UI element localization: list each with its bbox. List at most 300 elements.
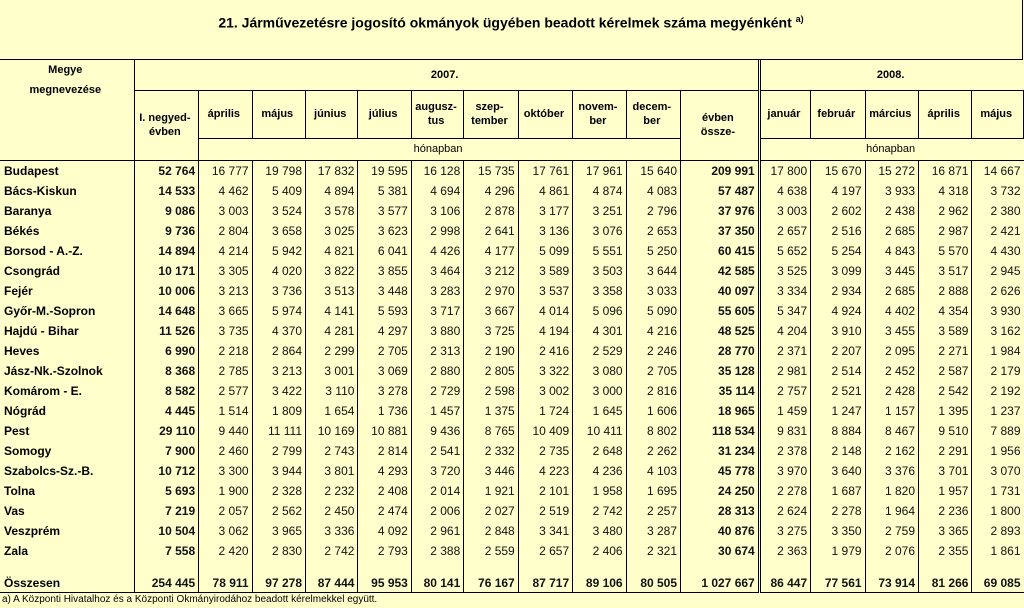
month-value-2007: 2 262 [626, 441, 680, 461]
month-value-2007: 8 802 [626, 421, 680, 441]
month-value-2007: 78 911 [199, 561, 252, 593]
month-header-line1: június [314, 108, 347, 120]
month-value-2007: 4 296 [464, 181, 518, 201]
month-value-2008: 8 884 [811, 421, 865, 441]
q1-value: 52 764 [134, 160, 199, 181]
month-value-2008: 1 731 [990, 483, 1021, 498]
year-total-value: 45 778 [681, 461, 760, 481]
q1-value: 14 894 [134, 241, 199, 261]
county-name: Békés [0, 221, 134, 241]
month-value-2007: 2 878 [464, 201, 518, 221]
month-value-2007: 4 236 [573, 461, 626, 481]
year-total-header-line1: évben [701, 112, 734, 124]
year-total-value: 35 128 [681, 361, 760, 381]
month-value-2008: 2 207 [811, 341, 865, 361]
month-value-2008: 3 640 [811, 461, 865, 481]
month-value-2007: 4 293 [358, 461, 411, 481]
month-value-2008: 2 624 [759, 501, 810, 521]
summary-row [0, 561, 1024, 593]
month-value-2007: 2 653 [626, 221, 680, 241]
year-total-value: 40 097 [681, 281, 760, 301]
month-value-2007: 3 720 [411, 461, 463, 481]
year-total-value: 37 976 [681, 201, 760, 221]
month-value-2007: 3 448 [358, 281, 411, 301]
month-value-2007: 4 370 [252, 321, 305, 341]
month-value-2007: 2 729 [411, 381, 463, 401]
month-header-line2: tus [427, 115, 445, 127]
table-row [0, 241, 1024, 261]
month-value-2007: 76 167 [464, 561, 518, 593]
month-value-2008: 1 800 [990, 503, 1021, 518]
year-total-header [681, 90, 760, 160]
county-name: Győr-M.-Sopron [0, 301, 134, 321]
month-value-2008: 73 914 [865, 561, 918, 593]
month-header-2007 [306, 90, 358, 138]
month-value-2007: 3 503 [573, 261, 626, 281]
month-value-2007: 3 002 [518, 381, 572, 401]
month-value-2008: 3 099 [811, 261, 865, 281]
q1-header [134, 90, 199, 160]
month-value-2007: 4 194 [518, 321, 572, 341]
month-value-2007: 2 641 [464, 221, 518, 241]
month-value-2007: 1 654 [306, 401, 358, 421]
month-value-2007: 3 735 [199, 321, 252, 341]
month-value-2007: 4 223 [518, 461, 572, 481]
year-total-value: 42 585 [681, 261, 760, 281]
month-value-2008: 7 889 [990, 423, 1021, 438]
month-value-2007: 4 103 [626, 461, 680, 481]
month-value-2007: 80 505 [626, 561, 680, 593]
month-value-2007: 2 299 [306, 341, 358, 361]
month-value-2007: 2 541 [411, 441, 463, 461]
table-title-text: 21. Járművezetésre jogosító okmányok ügyében beadott kérelmek száma megyénként [218, 14, 792, 31]
month-value-2008: 3 732 [990, 183, 1021, 198]
month-header-2007 [252, 90, 305, 138]
month-value-2007: 6 041 [358, 241, 411, 261]
year-total-value: 57 487 [681, 181, 760, 201]
month-value-2008: 4 843 [865, 241, 918, 261]
month-value-2008: 81 266 [919, 561, 972, 593]
q1-value: 4 445 [134, 401, 199, 421]
month-value-2007: 2 864 [252, 341, 305, 361]
table-row [0, 281, 1024, 301]
month-value-2007: 5 381 [358, 181, 411, 201]
month-value-2007: 3 446 [464, 461, 518, 481]
month-value-2008: 2 378 [759, 441, 810, 461]
county-name: Borsod - A.-Z. [0, 241, 134, 261]
month-value-2007: 3 336 [306, 521, 358, 541]
month-value-2007: 2 814 [358, 441, 411, 461]
month-header-2007 [358, 90, 411, 138]
month-header-2008: február [811, 90, 865, 138]
month-value-2007: 1 900 [199, 481, 252, 501]
month-value-2007: 1 958 [573, 481, 626, 501]
month-value-2008: 2 452 [865, 361, 918, 381]
q1-value: 6 990 [134, 341, 199, 361]
month-value-2008: 2 192 [990, 383, 1021, 398]
table-row [0, 481, 1024, 501]
month-value-2008: 1 820 [865, 481, 918, 501]
month-value-2007: 87 444 [306, 561, 358, 593]
table-row [0, 361, 1024, 381]
month-value-2008: 2 521 [811, 381, 865, 401]
county-name: Baranya [0, 201, 134, 221]
month-value-2007: 3 000 [573, 381, 626, 401]
month-value-2007: 2 799 [252, 441, 305, 461]
month-value-2007: 4 426 [411, 241, 463, 261]
county-name: Vas [0, 501, 134, 521]
month-value-2007: 3 644 [626, 261, 680, 281]
month-value-2007: 3 033 [626, 281, 680, 301]
month-value-2008: 1 157 [865, 401, 918, 421]
month-header-2008: március [865, 90, 918, 138]
month-value-2007: 3 589 [518, 261, 572, 281]
month-value-2008: 3 003 [759, 201, 810, 221]
month-value-2007: 4 281 [306, 321, 358, 341]
month-value-2007: 2 577 [199, 381, 252, 401]
month-value-2007: 2 559 [464, 541, 518, 561]
q1-value: 7 558 [134, 541, 199, 561]
month-value-2007: 97 278 [252, 561, 305, 593]
title-footnote-mark: a) [795, 14, 804, 24]
month-value-2008: 1 957 [919, 481, 972, 501]
month-value-2007: 3 965 [252, 521, 305, 541]
month-value-2007: 2 101 [518, 481, 572, 501]
month-value-2008: 2 888 [919, 281, 972, 301]
month-value-2008: 2 602 [811, 201, 865, 221]
month-value-2008: 2 757 [759, 381, 810, 401]
q1-value: 9 086 [134, 201, 199, 221]
month-value-2007: 2 705 [358, 341, 411, 361]
month-value-2007: 2 785 [199, 361, 252, 381]
month-value-2007: 4 821 [306, 241, 358, 261]
month-value-2007: 3 283 [411, 281, 463, 301]
q1-header-line2: évben [148, 126, 181, 138]
table-row [0, 421, 1024, 441]
month-value-2008: 2 380 [990, 203, 1021, 218]
month-value-2008: 15 670 [811, 160, 865, 181]
month-value-2007: 1 375 [464, 401, 518, 421]
month-value-2008: 5 570 [919, 241, 972, 261]
month-value-2007: 2 450 [306, 501, 358, 521]
month-value-2007: 4 020 [252, 261, 305, 281]
month-value-2007: 2 880 [411, 361, 463, 381]
month-value-2008: 2 179 [990, 363, 1021, 378]
month-value-2007: 3 665 [199, 301, 252, 321]
month-value-2008: 3 162 [990, 323, 1021, 338]
month-value-2007: 3 513 [306, 281, 358, 301]
q1-value: 8 582 [134, 381, 199, 401]
month-value-2007: 2 805 [464, 361, 518, 381]
q1-value: 14 648 [134, 301, 199, 321]
month-value-2007: 4 894 [306, 181, 358, 201]
month-value-2007: 1 606 [626, 401, 680, 421]
month-value-2008: 2 657 [759, 221, 810, 241]
month-value-2007: 4 301 [573, 321, 626, 341]
table-row [0, 160, 1024, 181]
q1-value: 10 171 [134, 261, 199, 281]
month-value-2007: 2 529 [573, 341, 626, 361]
county-name: Bács-Kiskun [0, 181, 134, 201]
month-value-2008: 1 459 [759, 401, 810, 421]
county-name: Szabolcs-Sz.-B. [0, 461, 134, 481]
month-value-2007: 3 001 [306, 361, 358, 381]
month-value-2008: 1 979 [811, 541, 865, 561]
month-value-2007: 2 648 [573, 441, 626, 461]
month-value-2008: 1 956 [990, 443, 1021, 458]
month-value-2007: 5 250 [626, 241, 680, 261]
month-value-2008: 5 347 [759, 301, 810, 321]
month-value-2008: 1 237 [990, 403, 1021, 418]
month-value-2007: 1 514 [199, 401, 252, 421]
q1-value: 254 445 [134, 561, 199, 593]
county-name: Somogy [0, 441, 134, 461]
month-value-2007: 10 881 [358, 421, 411, 441]
month-value-2008: 2 685 [865, 281, 918, 301]
month-value-2008: 2 278 [759, 481, 810, 501]
month-value-2008: 2 514 [811, 361, 865, 381]
year-total-value: 18 965 [681, 401, 760, 421]
month-value-2007: 2 388 [411, 541, 463, 561]
month-value-2008: 2 355 [919, 541, 972, 561]
month-value-2008: 3 933 [865, 181, 918, 201]
table-row [0, 221, 1024, 241]
month-value-2008: 8 467 [865, 421, 918, 441]
month-header-line1: novem- [578, 101, 618, 113]
month-value-2007: 4 462 [199, 181, 252, 201]
month-value-2007: 3 801 [306, 461, 358, 481]
month-value-2007: 15 735 [464, 160, 518, 181]
month-value-2008: 3 910 [811, 321, 865, 341]
county-name: Tolna [0, 481, 134, 501]
year-total-value: 28 313 [681, 501, 760, 521]
month-value-2007: 4 216 [626, 321, 680, 341]
county-name: Komárom - E. [0, 381, 134, 401]
month-header-line1: április [207, 108, 241, 120]
month-value-2008: 2 438 [865, 201, 918, 221]
month-value-2008: 3 517 [919, 261, 972, 281]
q1-value: 29 110 [134, 421, 199, 441]
month-header-line1: decem- [632, 101, 672, 113]
month-value-2008: 4 402 [865, 301, 918, 321]
month-value-2008: 1 861 [990, 543, 1021, 558]
month-value-2008: 1 247 [811, 401, 865, 421]
table-row [0, 541, 1024, 561]
q1-value: 10 006 [134, 281, 199, 301]
month-value-2008: 2 236 [919, 501, 972, 521]
month-value-2008: 3 455 [865, 321, 918, 341]
month-value-2007: 3 212 [464, 261, 518, 281]
month-header-line1: augusz- [415, 101, 457, 113]
month-value-2007: 3 080 [573, 361, 626, 381]
month-value-2007: 3 358 [573, 281, 626, 301]
month-value-2007: 2 416 [518, 341, 572, 361]
year-total-value: 40 876 [681, 521, 760, 541]
unit-header-2007: hónapban [199, 138, 681, 160]
month-value-2008: 2 148 [811, 441, 865, 461]
q1-value: 7 900 [134, 441, 199, 461]
month-value-2007: 9 440 [199, 421, 252, 441]
county-header-line2: megnevezése [29, 84, 102, 96]
q1-value: 14 533 [134, 181, 199, 201]
q1-value: 8 368 [134, 361, 199, 381]
month-value-2007: 4 014 [518, 301, 572, 321]
month-value-2007: 4 297 [358, 321, 411, 341]
month-value-2008: 3 350 [811, 521, 865, 541]
month-value-2007: 17 832 [306, 160, 358, 181]
month-value-2007: 2 816 [626, 381, 680, 401]
county-name: Jász-Nk.-Szolnok [0, 361, 134, 381]
year-total-value: 28 770 [681, 341, 760, 361]
county-name: Heves [0, 341, 134, 361]
month-value-2007: 1 724 [518, 401, 572, 421]
month-value-2007: 3 822 [306, 261, 358, 281]
month-value-2008: 2 278 [811, 501, 865, 521]
month-value-2007: 5 593 [358, 301, 411, 321]
month-value-2008: 2 095 [865, 341, 918, 361]
month-value-2008: 3 589 [919, 321, 972, 341]
year-2007-header: 2007. [134, 60, 759, 90]
month-value-2007: 4 861 [518, 181, 572, 201]
month-value-2007: 5 409 [252, 181, 305, 201]
month-value-2007: 2 970 [464, 281, 518, 301]
month-value-2007: 3 069 [358, 361, 411, 381]
month-value-2007: 95 953 [358, 561, 411, 593]
month-value-2007: 3 177 [518, 201, 572, 221]
month-value-2007: 2 598 [464, 381, 518, 401]
month-value-2008: 1 395 [919, 401, 972, 421]
county-name: Csongrád [0, 261, 134, 281]
month-value-2007: 2 474 [358, 501, 411, 521]
table-row [0, 341, 1024, 361]
month-value-2008: 4 354 [919, 301, 972, 321]
month-value-2007: 16 777 [199, 160, 252, 181]
month-value-2007: 5 099 [518, 241, 572, 261]
month-value-2007: 17 761 [518, 160, 572, 181]
month-value-2007: 3 110 [306, 381, 358, 401]
month-value-2008: 3 445 [865, 261, 918, 281]
month-value-2007: 2 313 [411, 341, 463, 361]
table-row [0, 501, 1024, 521]
month-value-2008: 3 970 [759, 461, 810, 481]
month-header-2007 [464, 90, 518, 138]
month-value-2008: 1 964 [865, 501, 918, 521]
month-value-2007: 3 658 [252, 221, 305, 241]
month-value-2007: 2 027 [464, 501, 518, 521]
month-value-2007: 2 190 [464, 341, 518, 361]
month-value-2007: 3 578 [306, 201, 358, 221]
year-total-value: 118 534 [681, 421, 760, 441]
month-value-2007: 3 855 [358, 261, 411, 281]
table-row [0, 441, 1024, 461]
month-value-2007: 2 232 [306, 481, 358, 501]
month-value-2007: 2 705 [626, 361, 680, 381]
table-row [0, 261, 1024, 281]
month-value-2007: 2 998 [411, 221, 463, 241]
year-total-value: 55 605 [681, 301, 760, 321]
month-value-2008: 2 962 [919, 201, 972, 221]
month-value-2008: 9 831 [759, 421, 810, 441]
month-value-2007: 3 106 [411, 201, 463, 221]
month-value-2007: 2 321 [626, 541, 680, 561]
year-total-value: 30 674 [681, 541, 760, 561]
month-value-2008: 2 428 [865, 381, 918, 401]
month-value-2007: 2 328 [252, 481, 305, 501]
month-value-2007: 2 743 [306, 441, 358, 461]
month-value-2008: 2 587 [919, 361, 972, 381]
month-value-2007: 4 177 [464, 241, 518, 261]
month-value-2008: 2 363 [759, 541, 810, 561]
month-value-2007: 3 537 [518, 281, 572, 301]
month-value-2007: 2 804 [199, 221, 252, 241]
month-value-2007: 8 765 [464, 421, 518, 441]
q1-value: 11 526 [134, 321, 199, 341]
month-value-2008: 2 371 [759, 341, 810, 361]
footnote: a) A Központi Hivatalhoz és a Központi Okmányirodához beadott kérelmekkel együtt. [2, 594, 378, 605]
month-value-2008: 5 254 [811, 241, 865, 261]
month-value-2007: 11 111 [252, 421, 305, 441]
month-value-2007: 2 218 [199, 341, 252, 361]
month-value-2007: 4 083 [626, 181, 680, 201]
month-value-2007: 2 657 [518, 541, 572, 561]
month-value-2008: 2 759 [865, 521, 918, 541]
month-value-2007: 3 322 [518, 361, 572, 381]
year-2008-header: 2008. [759, 60, 1023, 90]
year-total-value: 1 027 667 [681, 561, 760, 593]
month-value-2007: 2 830 [252, 541, 305, 561]
month-value-2007: 2 057 [199, 501, 252, 521]
month-value-2008: 4 430 [990, 243, 1021, 258]
month-value-2008: 3 275 [759, 521, 810, 541]
month-value-2007: 16 128 [411, 160, 463, 181]
month-header-2008: május [972, 90, 1024, 138]
month-value-2007: 4 141 [306, 301, 358, 321]
table-row [0, 521, 1024, 541]
month-value-2007: 3 287 [626, 521, 680, 541]
month-value-2007: 2 406 [573, 541, 626, 561]
month-value-2007: 3 464 [411, 261, 463, 281]
month-value-2007: 3 305 [199, 261, 252, 281]
month-value-2008: 3 334 [759, 281, 810, 301]
month-value-2007: 19 798 [252, 160, 305, 181]
month-header-line2: tember [471, 115, 508, 127]
month-value-2008: 3 365 [919, 521, 972, 541]
month-header-2008: január [759, 90, 810, 138]
month-value-2007: 2 006 [411, 501, 463, 521]
month-value-2007: 2 735 [518, 441, 572, 461]
month-value-2008: 3 525 [759, 261, 810, 281]
month-value-2007: 2 562 [252, 501, 305, 521]
month-value-2007: 9 436 [411, 421, 463, 441]
table-row [0, 401, 1024, 421]
month-value-2008: 3 701 [919, 461, 972, 481]
county-header [0, 60, 134, 160]
month-value-2007: 1 736 [358, 401, 411, 421]
month-value-2007: 3 577 [358, 201, 411, 221]
month-value-2007: 3 944 [252, 461, 305, 481]
year-total-value: 31 234 [681, 441, 760, 461]
month-header-2007 [199, 90, 252, 138]
month-value-2008: 2 421 [990, 223, 1021, 238]
year-total-value: 60 415 [681, 241, 760, 261]
month-value-2008: 9 510 [919, 421, 972, 441]
month-value-2008: 2 626 [990, 283, 1021, 298]
month-header-line1: szep- [475, 101, 504, 113]
county-name: Fejér [0, 281, 134, 301]
month-value-2007: 5 551 [573, 241, 626, 261]
month-value-2007: 3 076 [573, 221, 626, 241]
month-value-2008: 77 561 [811, 561, 865, 593]
